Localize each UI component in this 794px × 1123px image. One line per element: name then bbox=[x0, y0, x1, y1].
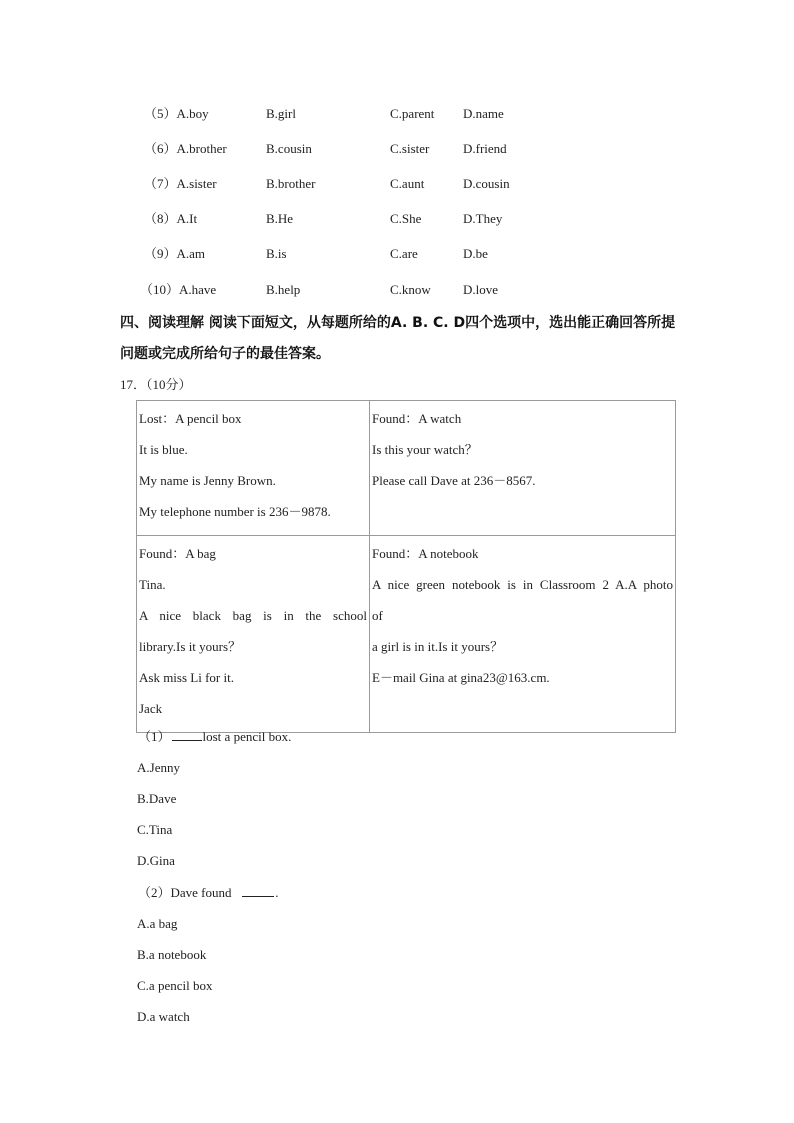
answer-blank bbox=[172, 727, 202, 741]
option-d: D.be bbox=[463, 246, 488, 261]
notice-line: a girl is in it.Is it yours？ bbox=[372, 639, 504, 654]
lost-pencil-box-cell bbox=[137, 401, 370, 536]
question-1 bbox=[138, 727, 291, 747]
option-c: C.sister bbox=[390, 141, 430, 156]
option-c: C.are bbox=[390, 246, 418, 261]
option-b: B.help bbox=[266, 282, 301, 297]
notice-line: Is this your watch？ bbox=[372, 442, 478, 457]
table-row bbox=[137, 401, 676, 536]
section-heading-line1: 四、阅读理解 阅读下面短文，从每题所给的A. B. C. D四个选项中，选出能正确回答所提 bbox=[120, 315, 676, 331]
notice-line: library.Is it yours？ bbox=[139, 639, 242, 654]
table-row bbox=[137, 536, 676, 733]
option-c: C.aunt bbox=[390, 176, 425, 191]
option-b: B.is bbox=[266, 246, 287, 261]
option-b: B.brother bbox=[266, 176, 316, 191]
option-b: B.girl bbox=[266, 106, 296, 121]
answer-option: D.Gina bbox=[137, 853, 175, 868]
option-c: C.parent bbox=[390, 106, 435, 121]
question-1-prefix: （1） bbox=[138, 729, 171, 744]
answer-option: B.Dave bbox=[137, 791, 177, 806]
notice-line: of bbox=[372, 608, 383, 623]
option-b: B.cousin bbox=[266, 141, 312, 156]
option-d: D.name bbox=[463, 106, 504, 121]
notice-line: Ask miss Li for it. bbox=[139, 670, 234, 685]
option-d: D.They bbox=[463, 211, 503, 226]
found-notebook-cell bbox=[370, 536, 676, 733]
found-watch-cell bbox=[370, 401, 676, 536]
notice-line: Jack bbox=[139, 701, 163, 716]
answer-option: A.a bag bbox=[137, 916, 178, 931]
notice-line: A nice black bag is in the school bbox=[139, 608, 367, 623]
section-heading bbox=[120, 308, 680, 370]
notice-line: It is blue. bbox=[139, 442, 188, 457]
option-c: C.know bbox=[390, 282, 431, 297]
option-c: C.She bbox=[390, 211, 422, 226]
section-heading-line2: 问题或完成所给句子的最佳答案。 bbox=[120, 346, 330, 362]
answer-option: D.a watch bbox=[137, 1009, 190, 1024]
option-d: D.cousin bbox=[463, 176, 510, 191]
found-bag-cell bbox=[137, 536, 370, 733]
notice-line: Tina. bbox=[139, 577, 166, 592]
notice-line: My name is Jenny Brown. bbox=[139, 473, 276, 488]
option-a: （10）A.have bbox=[140, 282, 217, 297]
notice-table bbox=[136, 400, 676, 733]
option-a: （5）A.boy bbox=[144, 106, 209, 121]
notice-line: E－mail Gina at gina23@163.cm. bbox=[372, 670, 550, 685]
answer-option: B.a notebook bbox=[137, 947, 207, 962]
notice-line: Found：A bag bbox=[139, 546, 216, 561]
answer-option: C.a pencil box bbox=[137, 978, 213, 993]
question-2 bbox=[138, 883, 279, 903]
notice-line: A nice green notebook is in Classroom 2 A.A photo bbox=[372, 577, 673, 592]
question-2-prefix: （2）Dave found bbox=[138, 885, 232, 900]
option-b: B.He bbox=[266, 211, 294, 226]
notice-line: My telephone number is 236－9878. bbox=[139, 504, 331, 519]
notice-line: Please call Dave at 236－8567. bbox=[372, 473, 536, 488]
answer-option: C.Tina bbox=[137, 822, 173, 837]
option-d: D.love bbox=[463, 282, 499, 297]
notice-line: Lost：A pencil box bbox=[139, 411, 242, 426]
option-d: D.friend bbox=[463, 141, 507, 156]
option-a: （8）A.It bbox=[144, 211, 198, 226]
option-a: （9）A.am bbox=[144, 246, 206, 261]
question-1-suffix: lost a pencil box. bbox=[202, 729, 292, 744]
answer-blank bbox=[242, 883, 274, 897]
question-number: 17．（10分） bbox=[120, 377, 192, 392]
notice-line: Found：A watch bbox=[372, 411, 462, 426]
option-a: （6）A.brother bbox=[144, 141, 227, 156]
answer-option: A.Jenny bbox=[137, 760, 180, 775]
question-2-suffix: . bbox=[275, 885, 279, 900]
notice-line: Found：A notebook bbox=[372, 546, 479, 561]
option-a: （7）A.sister bbox=[144, 176, 217, 191]
